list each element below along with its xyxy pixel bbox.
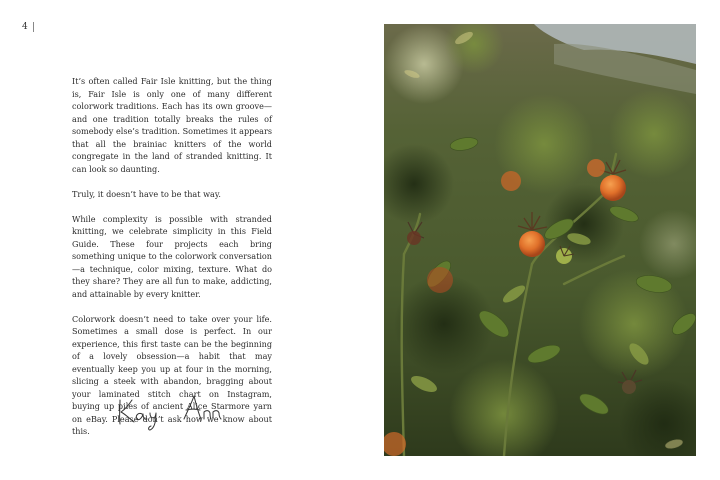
paragraph-2: Truly, it doesn’t have to be that way. — [72, 188, 221, 199]
rose-hips-photo — [384, 24, 696, 456]
signature-ann — [184, 396, 221, 419]
paragraph-1: It’s often called Fair Isle knitting, but the thing is, Fair Isle is only one of many different colorwork traditions. Each has its own groove—and one tradition totally breaks the rules of somebody else’s tradition. Sometimes it appears that all the brainiac knitters of the world congregate in the land of stranded knitting. It can look so daunting. — [72, 76, 272, 174]
paragraph-4: Colorwork doesn’t need to take over your life. Sometimes a small dose is perfect. In our experience, this first taste can be the beginning of a lovely obsession—a habit that may eventually keep you up at four in the morning, slicing a steek with abandon, bragging about your laminated stitch chart on Instagram, buying up piles of ancient Alice Starmore yarn on eBay. Please don’t ask how we know about this. — [72, 313, 272, 436]
rose-hips-illustration — [384, 24, 696, 456]
paragraph-3: While complexity is possible with stranded knitting, we celebrate simplicity in this Field Guide. These four projects each bring something unique to the colorwork conversation—a technique, color mixing, texture. What do they share? They are all fun to make, addicting, and attainable by every knitter. — [72, 213, 272, 299]
page-number: 4 — [22, 22, 34, 32]
signatures — [112, 386, 252, 436]
signature-kay — [120, 400, 156, 430]
handwritten-signatures — [112, 386, 252, 436]
